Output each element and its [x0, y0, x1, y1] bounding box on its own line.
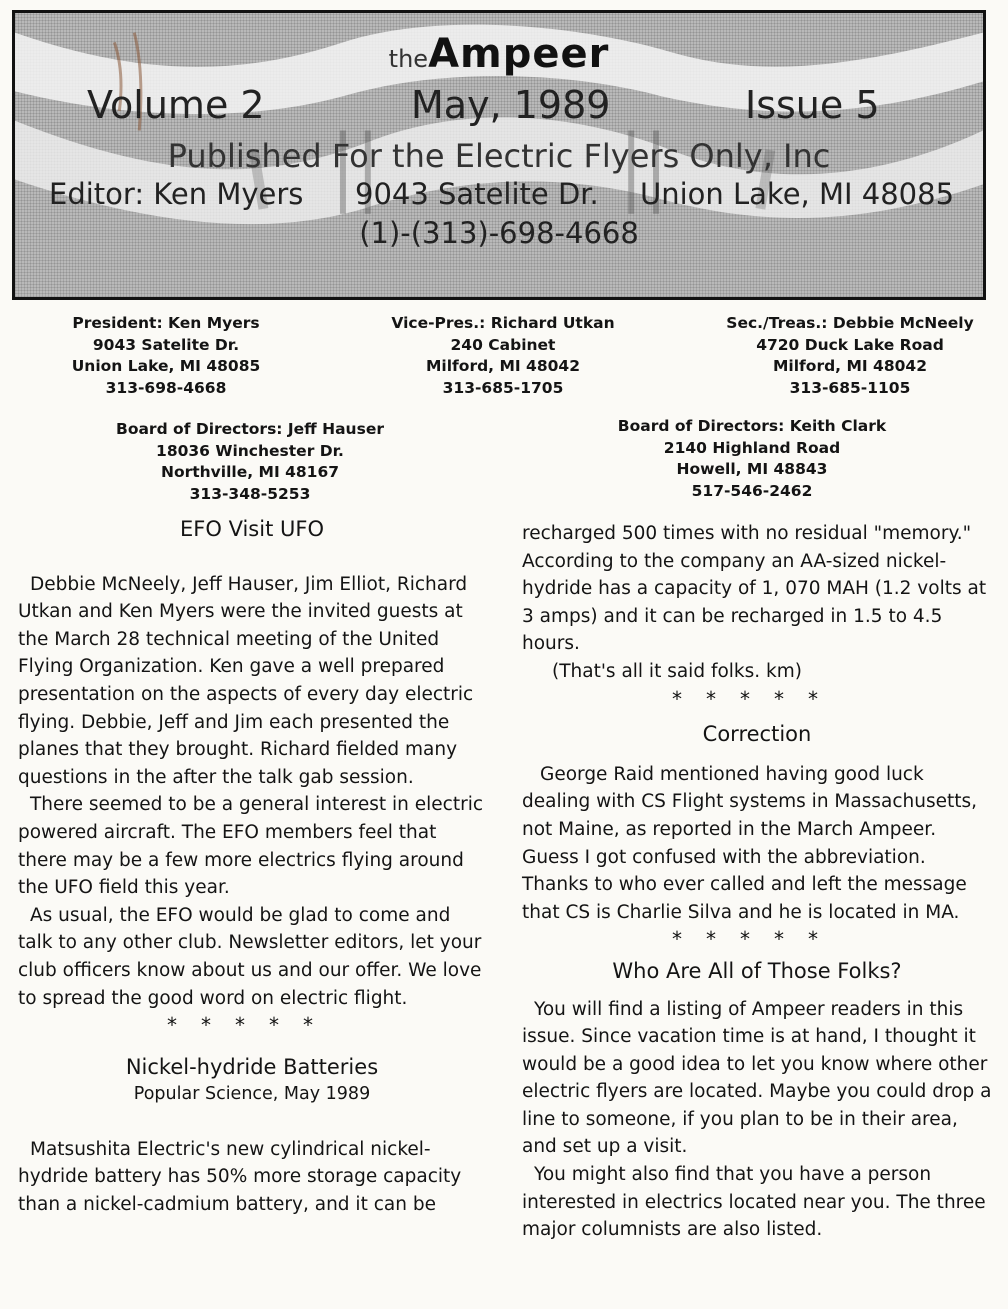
efo-paragraph-2: There seemed to be a general interest in electric powered aircraft. The EFO members feel that there may be a few more electrics flying around the UFO field this year. [18, 794, 484, 899]
title-name: Ampeer [428, 31, 610, 77]
officer-city: Northville, MI 48167 [160, 463, 340, 481]
officer-title: Board of Directors: Jeff Hauser [116, 420, 384, 438]
officer-phone: 517-546-2462 [691, 481, 813, 500]
officer-president [30, 313, 302, 399]
nickel-continued: recharged 500 times with no residual "memory." According to the company an AA-sized nickel-hydride has a capacity of 1, 070 MAH (1.2 volts at 3 amps) and it can be recharged in 1.5 to 4.5 hours. [522, 523, 987, 655]
masthead [12, 10, 986, 300]
right-column [522, 520, 992, 1244]
officer-phone: 313-685-1105 [789, 378, 911, 397]
officer-city: Union Lake, MI 48085 [71, 357, 261, 375]
officer-phone: 313-698-4668 [105, 378, 227, 397]
officer-street: 240 Cabinet [450, 335, 556, 354]
article-source: Popular Science, May 1989 [133, 1084, 371, 1105]
section-divider-stars: ***** [167, 1013, 337, 1038]
editor-phone: (1)-(313)-698-4668 [359, 216, 639, 250]
article-heading-correction: Correction [702, 722, 812, 747]
officer-street: 2140 Highland Road [663, 438, 841, 457]
folks-paragraph-1: You will find a listing of Ampeer readers in this issue. Since vacation time is at hand, I thought it would be a good idea to let you know where other electric flyers are located. Maybe you could drop a line to someone, if you plan to be in their area, and set up a visit. [522, 998, 992, 1158]
issue-number: Issue 5 [745, 83, 880, 127]
editor-city: Union Lake, MI 48085 [640, 177, 955, 211]
nickel-paragraph-1: Matsushita Electric's new cylindrical nickel-hydride battery has 50% more storage capacity than a nickel-cadmium battery, and it can be [18, 1138, 462, 1216]
article-heading-efo: EFO Visit UFO [180, 517, 324, 541]
article-heading-nickel: Nickel-hydride Batteries [125, 1054, 379, 1079]
officer-city: Milford, MI 48042 [426, 357, 580, 375]
nickel-note: (That's all it said folks. km) [552, 660, 802, 682]
folks-paragraph-2: You might also find that you have a person interested in electrics located near you. The three major columnists are also listed. [522, 1164, 986, 1241]
officer-city: Milford, MI 48042 [773, 357, 927, 375]
issue-date: May, 1989 [411, 83, 611, 127]
left-column [18, 516, 486, 1219]
officer-title: Board of Directors: Keith Clark [617, 417, 887, 435]
section-divider-stars: ***** [672, 686, 842, 711]
officer-secretary-treasurer [705, 313, 995, 399]
officer-board-clark [602, 416, 902, 502]
editor-address: 9043 Satelite Dr. [355, 177, 599, 211]
officer-street: 18036 Winchester Dr. [156, 441, 344, 460]
section-divider-stars: ***** [672, 927, 842, 952]
officer-title: Sec./Treas.: Debbie McNeely [726, 314, 974, 332]
editor-name: Editor: Ken Myers [49, 177, 304, 211]
officer-phone: 313-685-1705 [442, 378, 564, 397]
volume-number: Volume 2 [87, 83, 265, 127]
efo-paragraph-1: Debbie McNeely, Jeff Hauser, Jim Elliot, Richard Utkan and Ken Myers were the invited guests at the March 28 technical meeting of the United Flying Organization. Ken gave a well prepared presentation on the aspects of every day electric flying. Debbie, Jeff and Jim each presented the planes that they brought. Richard fielded many questions in the after the talk gab session. [18, 573, 474, 788]
title-prefix: the [388, 45, 429, 73]
officer-street: 4720 Duck Lake Road [756, 335, 944, 354]
efo-paragraph-3: As usual, the EFO would be glad to come and talk to any other club. Newsletter editors, let your club officers know about us and our offer. We love to spread the good word on electric flight. [18, 904, 482, 1009]
officer-vice-president [365, 313, 641, 399]
officer-city: Howell, MI 48843 [676, 460, 828, 478]
officer-title: President: Ken Myers [72, 314, 260, 332]
correction-paragraph: George Raid mentioned having good luck dealing with CS Flight systems in Massachusetts, not Maine, as reported in the March Ampeer. Guess I got confused with the abbreviation. Thanks to who ever called and left the message that CS is Charlie Silva and he is located in MA. [522, 763, 978, 923]
article-heading-folks: Who Are All of Those Folks? [612, 958, 902, 983]
officer-phone: 313-348-5253 [189, 484, 311, 503]
newsletter-title [15, 31, 983, 77]
publisher-line: Published For the Electric Flyers Only, Inc [167, 137, 831, 175]
officer-street: 9043 Satelite Dr. [92, 335, 240, 354]
officer-title: Vice-Pres.: Richard Utkan [391, 314, 615, 332]
officer-board-hauser [100, 419, 400, 505]
